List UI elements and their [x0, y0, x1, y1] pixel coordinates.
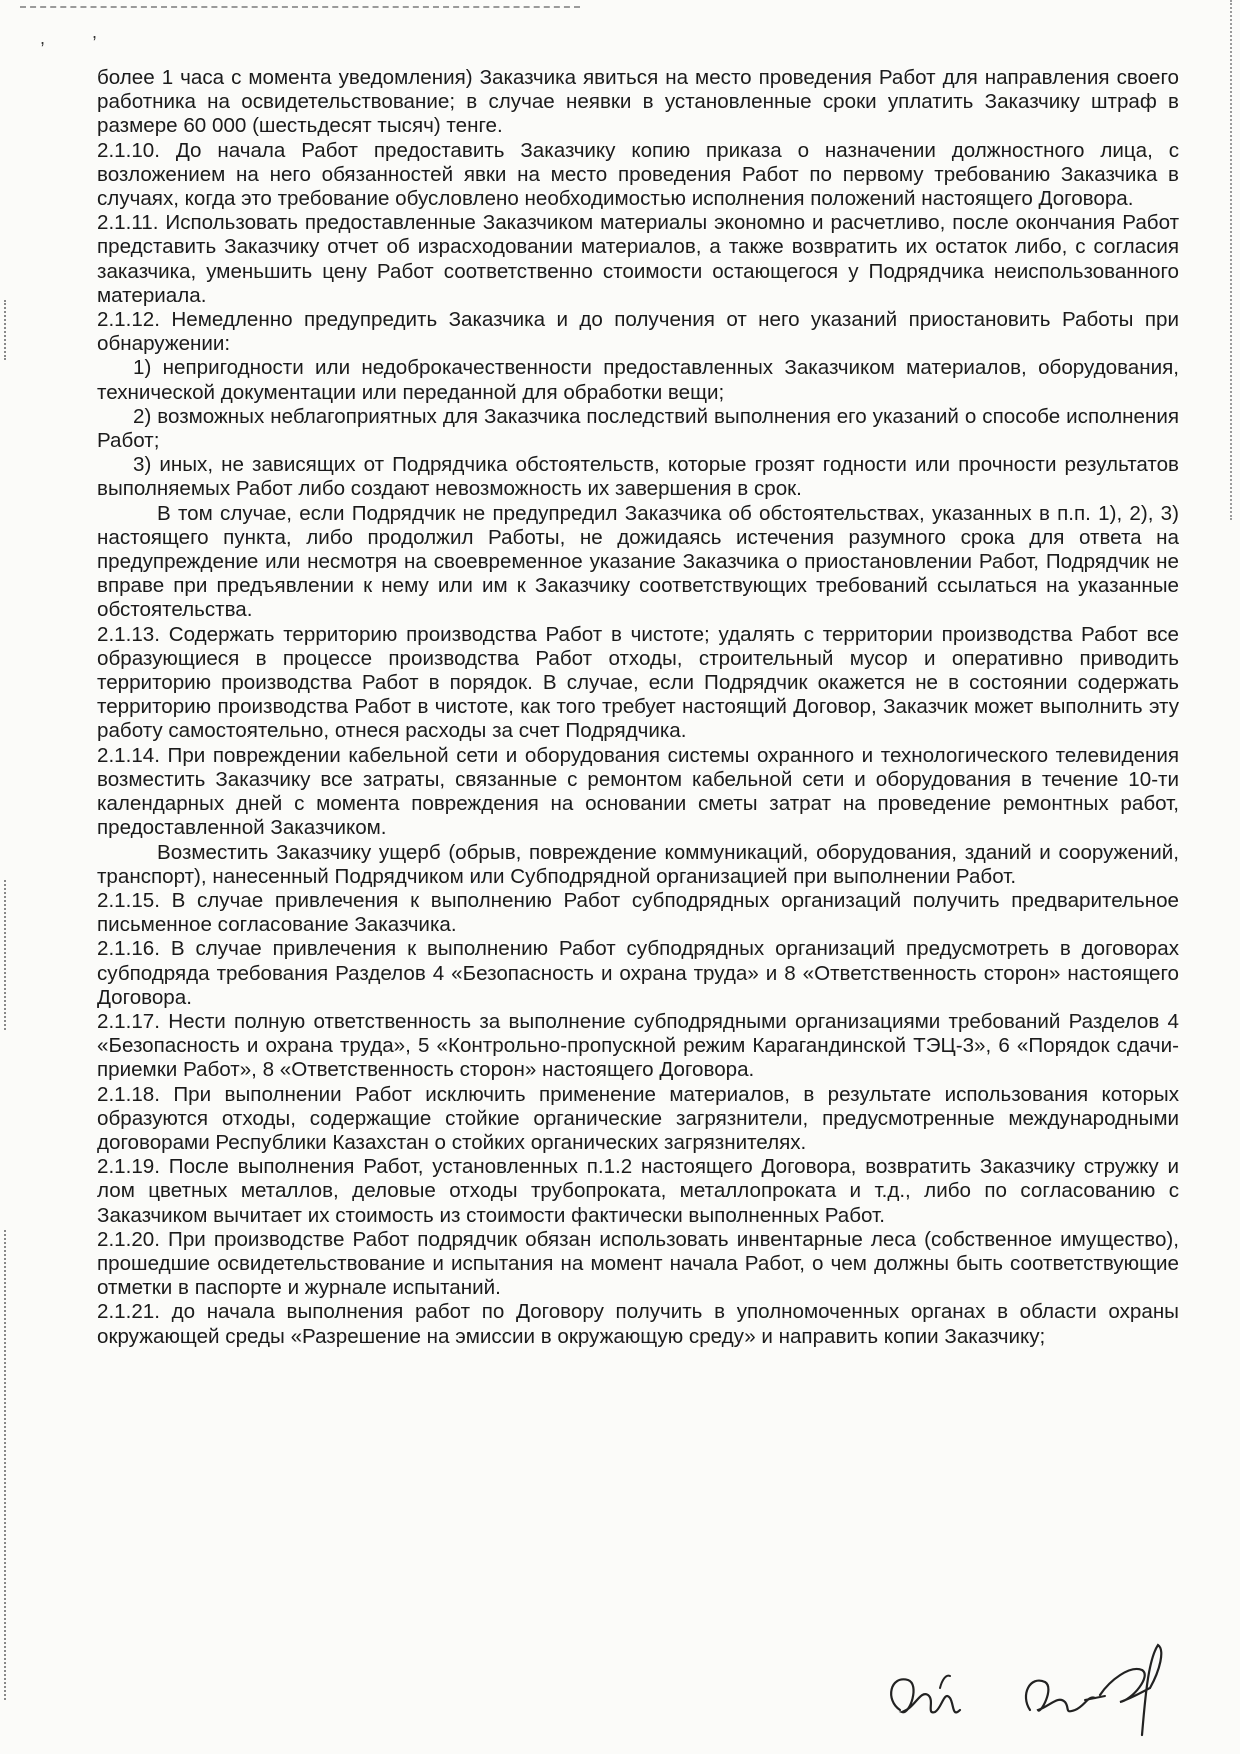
clause-2-1-12-note: В том случае, если Подрядчик не предупредил Заказчика об обстоятельствах, указанных в п.п. 1), 2), 3) настоящего пункта, либо продолжил Работы, не дожидаясь истечения разумного срока для ответа на предупреждение или несмотря на своевременное указание Заказчика о приостановлении Работ, Подрядчик не вправе при предъявлении к нему или им к Заказчику соответствующих требований ссылаться на указанные обстоятельства.	[97, 501, 1179, 622]
scan-edge-mark	[1230, 0, 1232, 520]
scan-margin-mark	[4, 880, 6, 1030]
handwritten-signatures-icon	[880, 1640, 1210, 1740]
clause-2-1-14-damages: Возместить Заказчику ущерб (обрыв, повреждение коммуникаций, оборудования, зданий и сооружений, транспорт), нанесенный Подрядчиком или Субподрядной организацией при выполнении Работ.	[97, 840, 1179, 888]
contract-page-body	[97, 66, 1179, 1349]
clause-2-1-12: 2.1.12. Немедленно предупредить Заказчика и до получения от него указаний приостановить Работы при обнаружении:	[97, 308, 1179, 356]
clause-2-1-18: 2.1.18. При выполнении Работ исключить применение материалов, в результате использования которых образуются отходы, содержащие стойкие органические загрязнители, предусмотренные международными договорами Республики Казахстан о стойких органических загрязнителях.	[97, 1082, 1179, 1154]
scan-margin-mark	[4, 300, 6, 360]
scan-margin-mark	[4, 1230, 6, 1700]
paragraph-continuation: более 1 часа с момента уведомления) Заказчика явиться на место проведения Работ для направления своего работника на освидетельствование; в случае неявки в установленные сроки уплатить Заказчику штраф в размере 60 000 (шестьдесят тысяч) тенге.	[97, 66, 1179, 138]
clause-2-1-12-item-1: 1) непригодности или недоброкачественности предоставленных Заказчиком материалов, оборудования, технической документации или переданной для обработки вещи;	[97, 356, 1179, 404]
clause-2-1-11: 2.1.11. Использовать предоставленные Заказчиком материалы экономно и расчетливо, после окончания Работ представить Заказчику отчет об израсходовании материалов, а также возвратить их остаток либо, с согласия заказчика, уменьшить цену Работ соответственно стоимости остающегося у Подрядчика неиспользованного материала.	[97, 211, 1179, 307]
clause-2-1-19: 2.1.19. После выполнения Работ, установленных п.1.2 настоящего Договора, возвратить Заказчику стружку и лом цветных металлов, деловые отходы трубопроката, металлопроката и т.д., либо по согласованию с Заказчиком вычитает их стоимость из стоимости фактически выполненных Работ.	[97, 1155, 1179, 1227]
clause-2-1-16: 2.1.16. В случае привлечения к выполнению Работ субподрядных организаций предусмотреть в договорах субподряда требования Разделов 4 «Безопасность и охрана труда» и 8 «Ответственность сторон» настоящего Договора.	[97, 937, 1179, 1009]
clause-2-1-13: 2.1.13. Содержать территорию производства Работ в чистоте; удалять с территории производства Работ все образующиеся в процессе производства Работ отходы, строительный мусор и оперативно приводить территорию производства Работ в порядок. В случае, если Подрядчик окажется не в состоянии содержать территорию производства Работ в чистоте, как того требует настоящий Договор, Заказчик может выполнить эту работу самостоятельно, отнеся расходы за счет Подрядчика.	[97, 622, 1179, 743]
clause-2-1-12-item-3: 3) иных, не зависящих от Подрядчика обстоятельств, которые грозят годности или прочности результатов выполняемых Работ либо создают невозможность их завершения в срок.	[97, 453, 1179, 501]
scan-top-rule	[20, 6, 580, 8]
clause-2-1-12-item-2: 2) возможных неблагоприятных для Заказчика последствий выполнения его указаний о способе исполнения Работ;	[97, 404, 1179, 453]
clause-2-1-20: 2.1.20. При производстве Работ подрядчик обязан использовать инвентарные леса (собственное имущество), прошедшие освидетельствование и испытания на момент начала Работ, о чем должны быть соответствующие отметки в паспорте и журнале испытаний.	[97, 1227, 1179, 1300]
clause-2-1-14: 2.1.14. При повреждении кабельной сети и оборудования системы охранного и технологического телевидения возместить Заказчику все затраты, связанные с ремонтом кабельной сети и оборудования в течение 10-ти календарных дней с момента повреждения на основании сметы затрат на проведение ремонтных работ, предоставленной Заказчиком.	[97, 743, 1179, 840]
clause-2-1-21: 2.1.21. до начала выполнения работ по Договору получить в уполномоченных органах в области охраны окружающей среды «Разрешение на эмиссии в окружающую среду» и направить копии Заказчику;	[97, 1300, 1179, 1348]
signatures	[880, 1640, 1210, 1740]
clause-2-1-15: 2.1.15. В случае привлечения к выполнению Работ субподрядных организаций получить предварительное письменное согласование Заказчика.	[97, 888, 1179, 937]
clause-2-1-17: 2.1.17. Нести полную ответственность за выполнение субподрядными организациями требований Разделов 4 «Безопасность и охрана труда», 5 «Контрольно-пропускной режим Карагандинской ТЭЦ-3», 6 «Порядок сдачи-приемки Работ», 8 «Ответственность сторон» настоящего Договора.	[97, 1009, 1179, 1082]
scan-speck: ,	[92, 22, 98, 42]
clause-2-1-10: 2.1.10. До начала Работ предоставить Заказчику копию приказа о назначении должностного лица, с возложением на него обязанностей явки на место проведения Работ по первому требованию Заказчика в случаях, когда это требование обусловлено необходимостью исполнения положений настоящего Договора.	[97, 138, 1179, 211]
scan-speck: ,	[40, 28, 46, 48]
